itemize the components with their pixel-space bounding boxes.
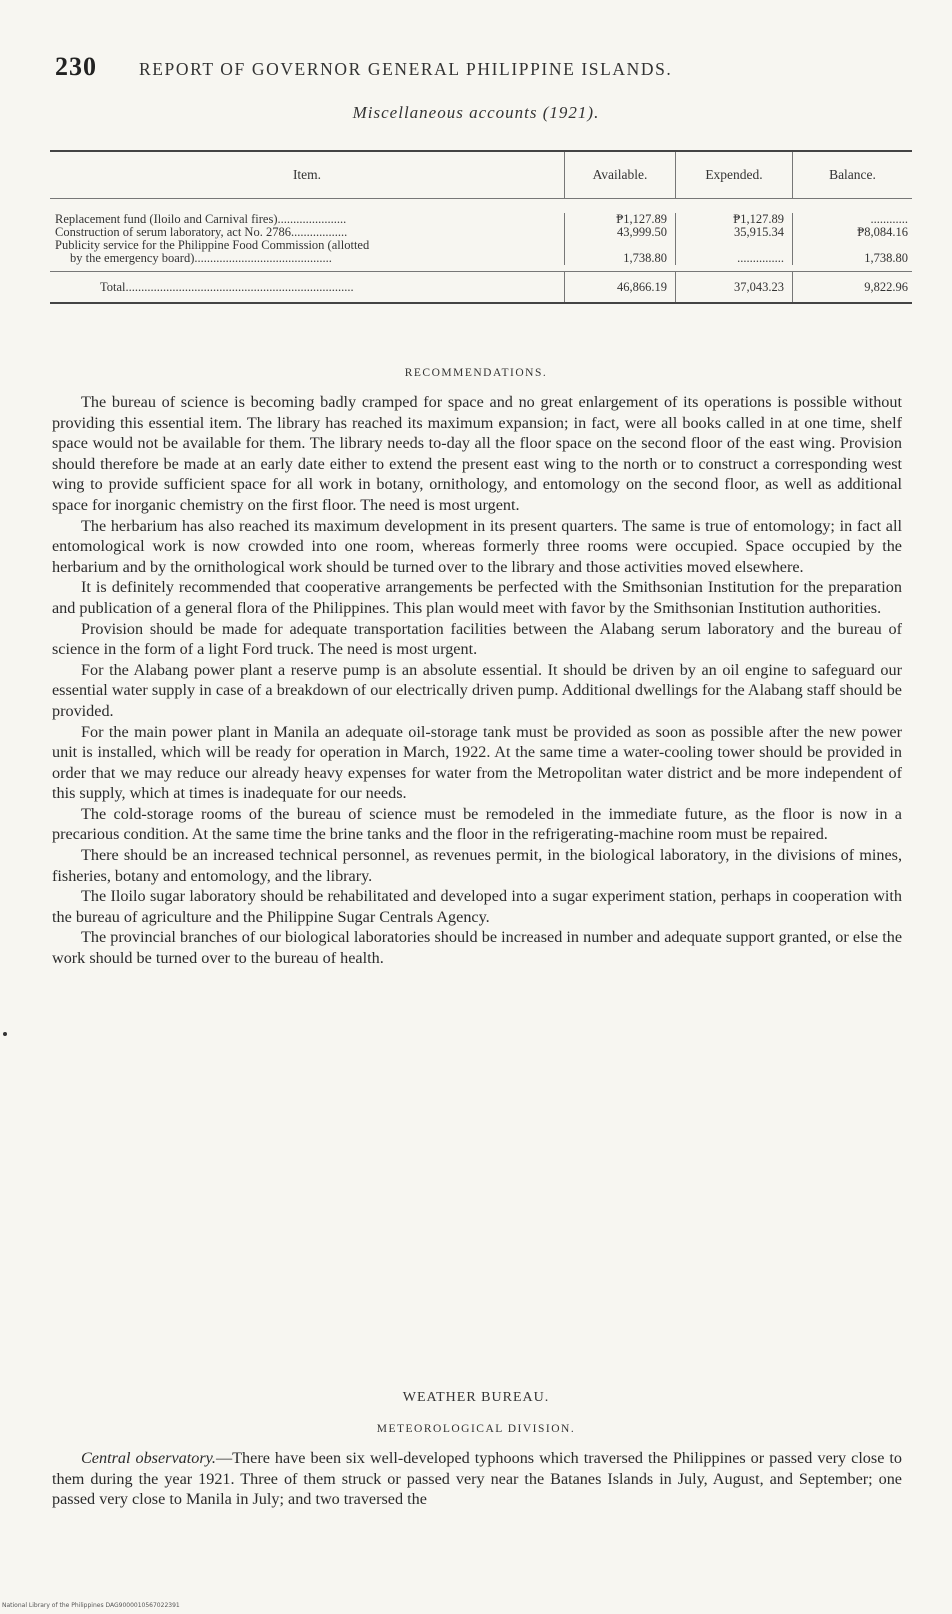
paragraph: The provincial branches of our biological laboratories should be increased in number and adequate support granted, or else the work should be turned over to the bureau of health. <box>52 928 902 968</box>
row-balance: ₱8,084.16 <box>792 226 912 239</box>
weather-text <box>52 1448 902 1510</box>
row-available: 43,999.50 <box>564 226 675 239</box>
paragraph: For the main power plant in Manila an adequate oil-storage tank must be provided as soon as possible after the new power unit is installed, which will be ready for operation in March, 1922. At the same time a water-cooling tower should be provided in order that we may reduce our already heavy expenses for water from the Metropolitan water district and be more independent of this supply, which at times is inadequate for our needs. <box>52 722 902 803</box>
row-balance: 1,738.80 <box>792 252 912 265</box>
weather-bureau-heading: WEATHER BUREAU. <box>402 1390 550 1405</box>
table-row <box>50 226 912 239</box>
table-row <box>50 252 912 265</box>
row-item: by the emergency board)............................................ <box>70 252 332 265</box>
total-balance: 9,822.96 <box>792 272 912 302</box>
row-item: Replacement fund (Iloilo and Carnival fires)...................... <box>55 213 347 226</box>
paragraph: The herbarium has also reached its maximum development in its present quarters. The same is true of entomology; in fact all entomological work is now crowded into one room, whereas formerly three rooms were occupied. Space occupied by the herbarium and by the ornithological work should be turned over to the library and those activities moved elsewhere. <box>52 516 902 576</box>
weather-paragraph: —There have been six well-developed typhoons which traversed the Philippines or passed very close to them during the year 1921. Three of them struck or passed very near the Batanes Islands in July, August, and September; one passed very close to Manila in July; and two traversed the <box>52 1449 902 1509</box>
row-expended: 35,915.34 <box>675 226 792 239</box>
table-header-row <box>50 152 912 199</box>
table-body <box>50 199 912 265</box>
row-expended: ₱1,127.89 <box>675 213 792 226</box>
paragraph: It is definitely recommended that cooperative arrangements be perfected with the Smithsonian Institution for the preparation and publication of a general flora of the Philippines. This plan would meet with favor by the Smithsonian Institution authorities. <box>52 578 902 617</box>
row-item: Construction of serum laboratory, act No. 2786.................. <box>55 226 348 239</box>
paragraph <box>52 1448 902 1510</box>
row-available: ₱1,127.89 <box>564 213 675 226</box>
row-expended: ............... <box>675 252 792 265</box>
page-number: 230 <box>55 52 97 81</box>
page-header <box>55 52 845 82</box>
central-observatory-lead: Central observatory. <box>81 1449 216 1467</box>
paragraph: For the Alabang power plant a reserve pump is an absolute essential. It should be driven by an oil engine to safeguard our essential water supply in case of a breakdown of our electrically driven pump. Additional dwellings for the Alabang staff should be provided. <box>52 660 902 720</box>
column-header-available: Available. <box>564 152 675 198</box>
total-available: 46,866.19 <box>564 272 675 302</box>
recommendations-heading: RECOMMENDATIONS. <box>404 367 548 379</box>
paragraph: The cold-storage rooms of the bureau of science must be remodeled in the immediate future, as the floor is now in a precarious condition. At the same time the brine tanks and the floor in the refrigerating-machine room must be repaired. <box>52 804 902 844</box>
scan-mark <box>3 1032 7 1036</box>
paragraph: There should be an increased technical personnel, as revenues permit, in the biological laboratory, in the divisions of mines, fisheries, botany and entomology, and the library. <box>52 846 902 885</box>
paragraph: Provision should be made for adequate transportation facilities between the Alabang serum laboratory and the bureau of science in the form of a light Ford truck. The need is most urgent. <box>52 619 902 659</box>
recommendations-text <box>52 392 902 969</box>
column-header-item: Item. <box>292 167 322 182</box>
row-available: 1,738.80 <box>564 252 675 265</box>
table-total-row <box>50 271 912 302</box>
column-header-balance: Balance. <box>792 152 912 198</box>
accounts-table <box>50 150 912 304</box>
meteorological-division-heading: METEOROLOGICAL DIVISION. <box>376 1423 576 1435</box>
scan-footer: National Library of the Philippines DAG9000010567022391 <box>2 1602 180 1609</box>
running-head: REPORT OF GOVERNOR GENERAL PHILIPPINE ISLANDS. <box>139 59 673 79</box>
total-label: Total......................................................................... <box>100 280 354 294</box>
column-header-expended: Expended. <box>675 152 792 198</box>
total-expended: 37,043.23 <box>675 272 792 302</box>
paragraph: The Iloilo sugar laboratory should be rehabilitated and developed into a sugar experiment station, perhaps in cooperation with the bureau of agriculture and the Philippine Sugar Centrals Agency. <box>52 887 902 926</box>
paragraph: The bureau of science is becoming badly cramped for space and no great enlargement of its operations is possible without providing this essential item. The library has reached its maximum expansion; in fact, were all books called in at one time, shelf space would not be available for them. The library needs to-day all the floor space on the second floor of the east wing. Provision should therefore be made at an early date either to extend the present east wing to the north or to construct a corresponding west wing to provide sufficient space for all work in botany, ornithology, and entomology on the second floor, as well as additional space for inorganic chemistry on the first floor. The need is most urgent. <box>52 393 902 514</box>
table-title: Miscellaneous accounts (1921). <box>352 103 600 122</box>
row-item: Publicity service for the Philippine Food Commission (allotted <box>55 239 370 252</box>
row-balance: ............ <box>792 213 912 226</box>
